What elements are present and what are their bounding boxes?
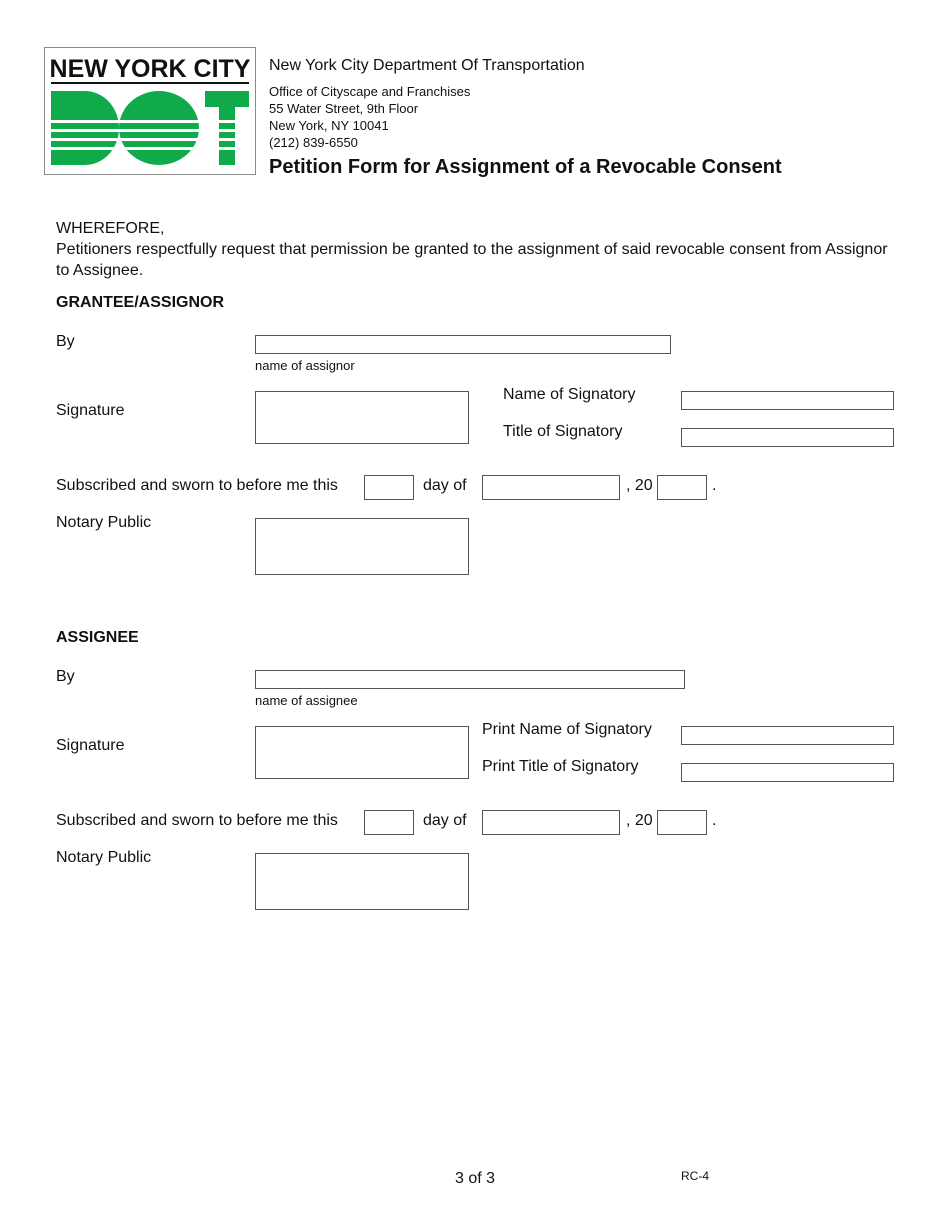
logo-text: NEW YORK CITY bbox=[49, 55, 251, 83]
assignee-signature-label: Signature bbox=[56, 737, 125, 754]
page-number: 3 of 3 bbox=[455, 1170, 496, 1187]
grantor-sworn-label: Subscribed and sworn to before me this bbox=[56, 477, 338, 494]
grantor-year-prefix: , 20 bbox=[626, 477, 653, 494]
grantor-section-heading: GRANTEE/ASSIGNOR bbox=[56, 294, 225, 311]
grantor-day-field[interactable] bbox=[364, 475, 414, 500]
assignee-sworn-label: Subscribed and sworn to before me this bbox=[56, 812, 338, 829]
assignee-print-title-label: Print Title of Signatory bbox=[482, 758, 639, 775]
assignee-year-field[interactable] bbox=[657, 810, 707, 835]
grantor-signature-box[interactable] bbox=[255, 391, 469, 444]
grantor-notary-box[interactable] bbox=[255, 518, 469, 575]
grantor-period: . bbox=[712, 477, 717, 494]
assignee-signature-box[interactable] bbox=[255, 726, 469, 779]
address-line-1: 55 Water Street, 9th Floor bbox=[269, 101, 419, 116]
assignee-period: . bbox=[712, 812, 717, 829]
address-line-2: New York, NY 10041 bbox=[269, 118, 389, 133]
grantor-day-of-label: day of bbox=[423, 477, 467, 494]
grantor-signature-label: Signature bbox=[56, 402, 125, 419]
grantor-notary-label: Notary Public bbox=[56, 514, 152, 531]
assignee-name-field[interactable] bbox=[255, 670, 685, 689]
form-code: RC-4 bbox=[681, 1169, 710, 1183]
assignee-by-label: By bbox=[56, 668, 75, 685]
office-name: Office of Cityscape and Franchises bbox=[269, 84, 471, 99]
dot-logo-mark bbox=[45, 48, 255, 174]
grantor-by-label: By bbox=[56, 333, 75, 350]
form-title: Petition Form for Assignment of a Revocable Consent bbox=[269, 156, 782, 178]
nyc-dot-logo bbox=[44, 47, 256, 175]
assignee-year-prefix: , 20 bbox=[626, 812, 653, 829]
grantor-name-of-signatory-field[interactable] bbox=[681, 391, 894, 410]
phone-number: (212) 839-6550 bbox=[269, 135, 358, 150]
grantor-title-of-signatory-label: Title of Signatory bbox=[503, 423, 623, 440]
grantor-year-field[interactable] bbox=[657, 475, 707, 500]
assignee-notary-box[interactable] bbox=[255, 853, 469, 910]
assignee-day-field[interactable] bbox=[364, 810, 414, 835]
grantor-name-of-signatory-label: Name of Signatory bbox=[503, 386, 636, 403]
grantor-month-field[interactable] bbox=[482, 475, 620, 500]
grantor-title-of-signatory-field[interactable] bbox=[681, 428, 894, 447]
assignee-day-of-label: day of bbox=[423, 812, 467, 829]
request-text: Petitioners respectfully request that permission be granted to the assignment of said revocable consent from Assignor to Assignee. bbox=[56, 241, 888, 279]
assignee-notary-label: Notary Public bbox=[56, 849, 152, 866]
assignor-name-caption: name of assignor bbox=[255, 358, 355, 373]
assignee-month-field[interactable] bbox=[482, 810, 620, 835]
department-name: New York City Department Of Transportation bbox=[269, 57, 585, 74]
wherefore-text: WHEREFORE, bbox=[56, 220, 165, 237]
assignee-print-title-field[interactable] bbox=[681, 763, 894, 782]
assignor-name-field[interactable] bbox=[255, 335, 671, 354]
assignee-name-caption: name of assignee bbox=[255, 693, 358, 708]
assignee-print-name-label: Print Name of Signatory bbox=[482, 721, 652, 738]
assignee-print-name-field[interactable] bbox=[681, 726, 894, 745]
assignee-section-heading: ASSIGNEE bbox=[56, 629, 139, 646]
